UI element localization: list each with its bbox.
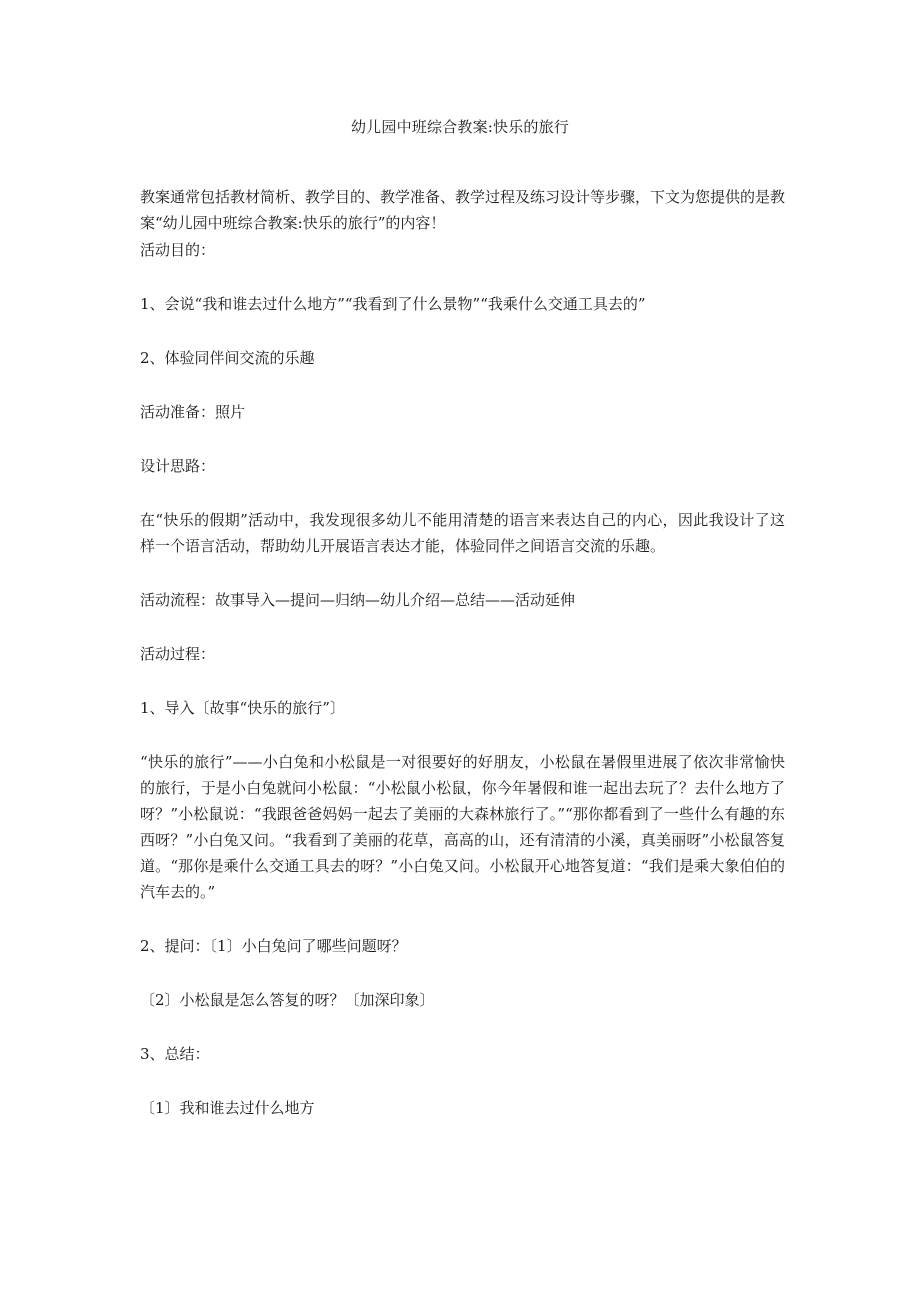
goal-item-1: 1、会说“我和谁去过什么地方”“我看到了什么景物”“我乘什么交通工具去的” — [140, 295, 646, 313]
step-1-heading: 1、导入〔故事“快乐的旅行”〕 — [140, 699, 345, 717]
process-heading: 活动过程： — [140, 645, 216, 663]
preparation-line: 活动准备：照片 — [140, 403, 246, 421]
design-paragraph: 在“快乐的假期”活动中，我发现很多幼儿不能用清楚的语言来表达自己的内心，因此我设计了这样一个语言活动，帮助幼儿开展语言表达才能，体验同伴之间语言交流的乐趣。 — [140, 511, 785, 555]
step-3-heading: 3、总结： — [140, 1045, 210, 1063]
goal-item-2: 2、体验同伴间交流的乐趣 — [140, 349, 315, 367]
step-2-question-1: 2、提问：〔1〕小白兔问了哪些问题呀？ — [140, 937, 407, 955]
story-paragraph: “快乐的旅行”——小白兔和小松鼠是一对很要好的好朋友，小松鼠在暑假里进展了依次非常愉快的旅行，于是小白兔就问小松鼠：“小松鼠小松鼠，你今年暑假和谁一起出去玩了？去什么地方了呀？”小松鼠说：“我跟爸爸妈妈一起去了美丽的大森林旅行了。”“那你都看到了一些什么有趣的东西呀？”小白兔又问。“我看到了美丽的花草，高高的山，还有清清的小溪，真美丽呀”小松鼠答复道。“那你是乘什么交通工具去的呀？”小白兔又问。小松鼠开心地答复道：“我们是乘大象伯伯的汽车去的。” — [140, 753, 785, 901]
document-title: 幼儿园中班综合教案:快乐的旅行 — [350, 118, 570, 136]
step-3-item-1: 〔1〕我和谁去过什么地方 — [140, 1099, 315, 1117]
goal-heading: 活动目的： — [140, 241, 216, 259]
flow-line: 活动流程：故事导入—提问—归纳—幼儿介绍—总结——活动延伸 — [140, 591, 576, 609]
design-heading: 设计思路： — [140, 457, 216, 475]
step-2-question-2: 〔2〕小松鼠是怎么答复的呀？〔加深印象〕 — [140, 991, 435, 1009]
intro-paragraph: 教案通常包括教材简析、教学目的、教学准备、教学过程及练习设计等步骤，下文为您提供的是教案“幼儿园中班综合教案:快乐的旅行”的内容！ — [140, 188, 786, 232]
document-body — [140, 184, 785, 1121]
